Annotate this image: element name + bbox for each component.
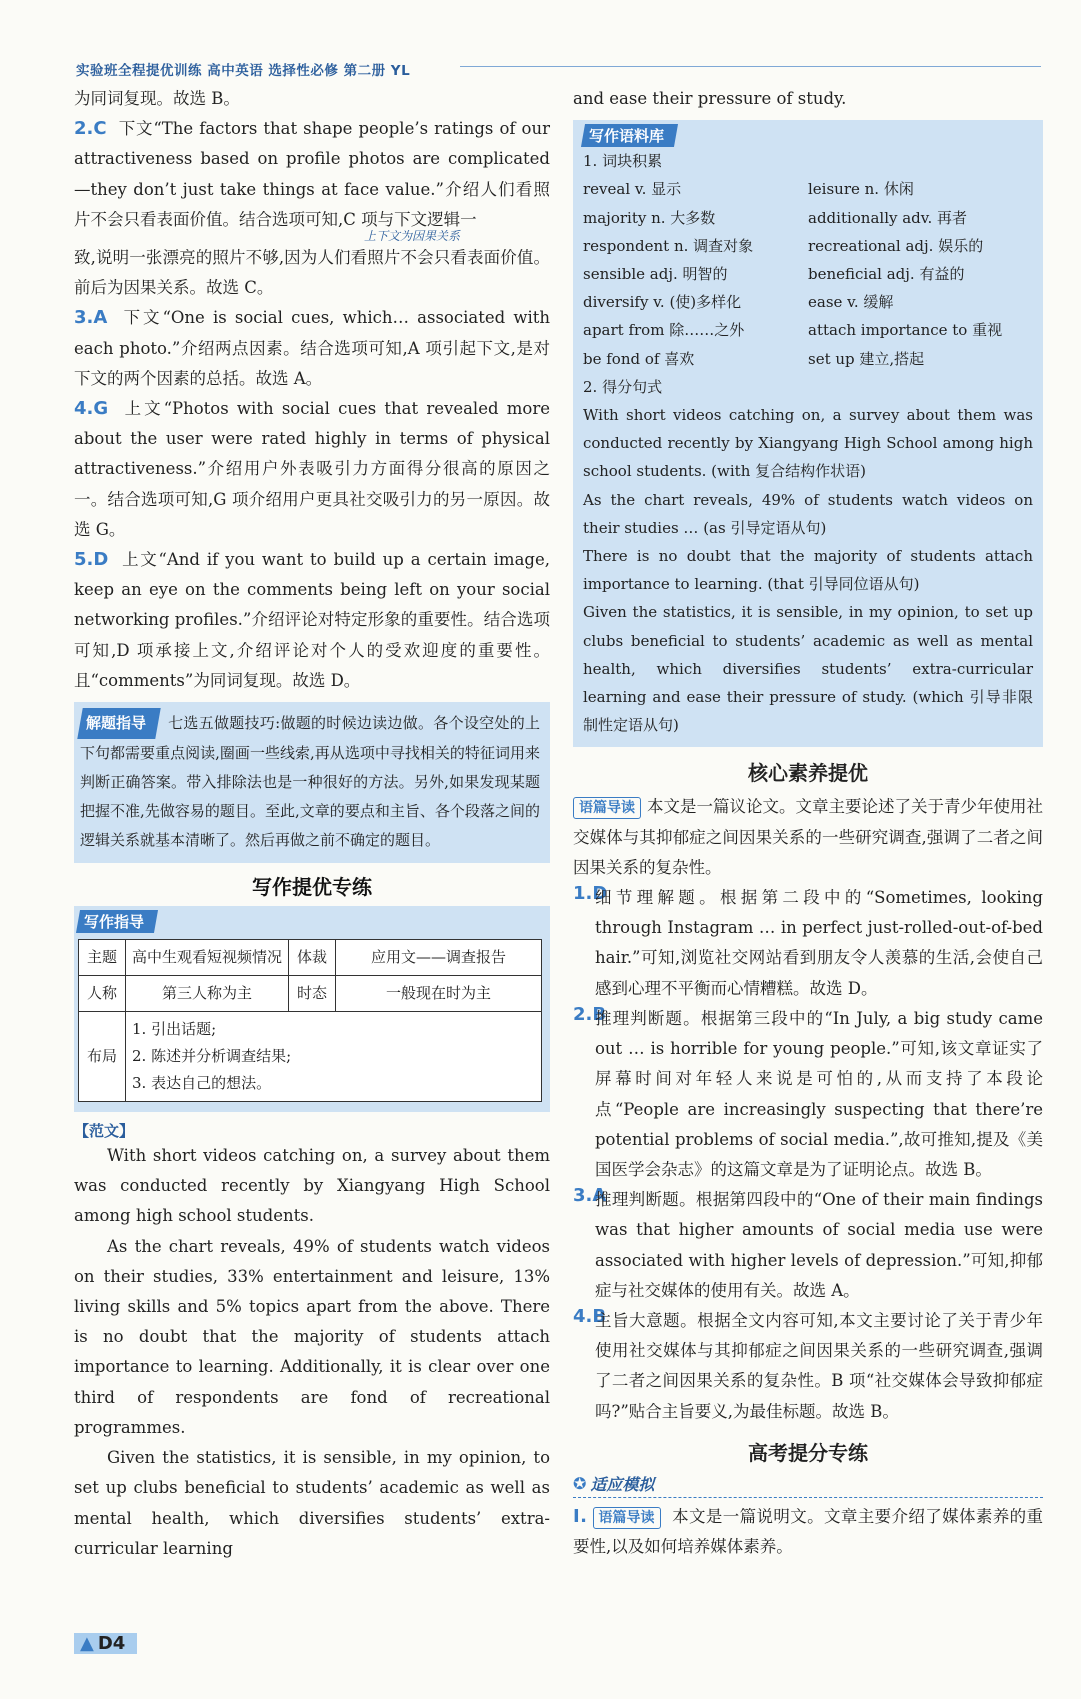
section-title-writing: 写作提优专练 xyxy=(252,875,372,900)
answer-text: 推理判断题。根据第三段中的“In July, a big study came out … is horrible for young people.”可知,该文章证实了屏幕时间对年轻人来说是可怕的,从而支持了本段论点“People are increasingly suspecting that there’re potential problems of social media.”,故可推知,提及《美国医学会杂志》的这篇文章是为了证明论点。故选 B。 xyxy=(595,1008,1043,1179)
part-number: Ⅰ. xyxy=(573,1505,587,1527)
vocab-grid xyxy=(583,175,1033,372)
vocab-item: beneficial adj. 有益的 xyxy=(808,265,965,284)
model-essay-label: 【范文】 xyxy=(74,1122,135,1141)
core-reading-tag: 语篇导读 xyxy=(573,797,641,819)
continued-line: 为同词复现。故选 B。 xyxy=(74,89,240,108)
sub-section-header xyxy=(573,1472,1043,1498)
layout-item: 2. 陈述并分析调查结果; xyxy=(132,1047,292,1066)
header-title: 实验班全程提优训练 高中英语 选择性必修 第二册 YL xyxy=(76,63,411,79)
answer-item xyxy=(573,883,1043,1004)
page-number: ▲ D4 xyxy=(74,1633,137,1654)
writing-corpus-box xyxy=(573,120,1043,747)
vocab-item: additionally adv. 再者 xyxy=(808,208,968,227)
handwritten-note: 上下文为因果关系 xyxy=(364,229,461,244)
answer-number: 4.B xyxy=(573,1305,607,1327)
sentence-item: There is no doubt that the majority of students attach importance to learning. (that 引导同位语从句) xyxy=(583,547,1033,594)
answer-text: 上文“Photos with social cues that revealed more about the user were rated highly in terms of physical attractiveness.”介绍用户外表吸引力方面得分很高的原因之一。结合选项可知,G 项介绍用户更具社交吸引力的另一原因。故选 G。 xyxy=(74,399,550,539)
header-rule xyxy=(460,66,1041,67)
table-cell: 高中生观看短视频情况 xyxy=(126,940,289,976)
sentences-title: 2. 得分句式 xyxy=(583,377,663,396)
right-column xyxy=(573,84,1043,1562)
vocab-item: respondent n. 调查对象 xyxy=(583,236,754,255)
essay-paragraph: As the chart reveals, 49% of students watch videos on their studies, 33% entertainment and leisure, 13% living skills and 5% topics apart from the above. There is no doubt that the majority of students attach importance to learning. Additionally, it is clear over one third of respondents are fond of recreational programmes. xyxy=(74,1236,550,1437)
vocab-item: be fond of 喜欢 xyxy=(583,349,695,368)
vocab-item: recreational adj. 娱乐的 xyxy=(808,236,984,255)
answer-item xyxy=(573,1306,1043,1427)
vocab-item: apart from 除……之外 xyxy=(583,321,745,340)
vocab-item: leisure n. 休闲 xyxy=(808,180,914,199)
table-cell: 体裁 xyxy=(289,940,336,976)
answer-item xyxy=(573,1185,1043,1306)
answer-item xyxy=(74,114,550,303)
lightbulb-icon: ✪ xyxy=(573,1473,587,1493)
answer-text: 上文“And if you want to build up a certain image, keep an eye on the comments being left on your social networking profiles.”介绍评论对特定形象的重要性。结合选项可知,D 项承接上文,介绍评论对个人的受欢迎度的重要性。且“comments”为同词复现。故选 D。 xyxy=(74,550,550,690)
answer-text: 下文“One is social cues, which… associated with each photo.”介绍两点因素。结合选项可知,A 项引起下文,是对下文的两个因素的总括。故选 A。 xyxy=(74,308,550,388)
answer-number: 4.G xyxy=(74,398,109,420)
table-cell: 一般现在时为主 xyxy=(336,976,542,1012)
answer-number: 3.A xyxy=(74,307,108,329)
sentence-item: As the chart reveals, 49% of students watch videos on their studies … (as 引导定语从句) xyxy=(583,490,1033,537)
gaokao-section-title: 高考提分专练 xyxy=(748,1440,868,1465)
vocab-item: set up 建立,搭起 xyxy=(808,349,925,368)
table-cell: 人称 xyxy=(79,976,126,1012)
writing-guide-table xyxy=(78,939,542,1102)
answer-text: 细节理解题。根据第二段中的“Sometimes, looking through Instagram … in perfect just-rolled-out-of-bed hair.”可知,浏览社交网站看到朋友令人羡慕的生活,会使自己感到心理不平衡而心情糟糕。故选 D。 xyxy=(595,888,1043,998)
tip-box xyxy=(74,702,550,863)
corpus-badge: 写作语料库 xyxy=(581,124,678,147)
tip-text: 七选五做题技巧:做题的时候边读边做。各个设空处的上下句都需要重点阅读,圈画一些线索,再从选项中寻找相关的特征词用来判断正确答案。带入排除法也是一种很好的方法。另外,如果发现某题把握不准,先做容易的题目。至此,文章的要点和主旨、各个段落之间的逻辑关系就基本清晰了。然后再做之前不确定的题目。 xyxy=(80,714,540,850)
answer-number: 5.D xyxy=(74,549,109,571)
vocab-item: reveal v. 显示 xyxy=(583,180,682,199)
answer-item xyxy=(74,394,550,545)
arrow-up-icon: ▲ xyxy=(80,1633,94,1654)
table-cell: 第三人称为主 xyxy=(126,976,289,1012)
answer-text: 推理判断题。根据第四段中的“One of their main findings was that higher amounts of social media use were associated with higher levels of depression.”可知,抑郁症与社交媒体的使用有关。故选 A。 xyxy=(595,1190,1043,1300)
table-cell-layout xyxy=(126,1012,542,1102)
essay-paragraph: With short videos catching on, a survey about them was conducted recently by Xiangyang High School among high school students. xyxy=(74,1146,550,1226)
answer-number: 1.D xyxy=(573,883,608,905)
vocab-item: majority n. 大多数 xyxy=(583,208,716,227)
answer-number: 2.B xyxy=(573,1003,607,1025)
vocab-item: diversify v. (使)多样化 xyxy=(583,293,742,312)
core-intro-text: 本文是一篇议论文。文章主要论述了关于青少年使用社交媒体与其抑郁症之间因果关系的一些研究调查,强调了二者之间因果关系的复杂性。 xyxy=(573,797,1043,877)
sentence-item: Given the statistics, it is sensible, in my opinion, to set up clubs beneficial to students’ academic as well as mental health, which diversifies students’ extra-curricular learning and ease their pressure of study. (which 引导非限制性定语从句) xyxy=(583,603,1033,735)
table-cell: 应用文——调查报告 xyxy=(336,940,542,976)
table-cell: 布局 xyxy=(79,1012,126,1102)
answer-text-cont: 致,说明一张漂亮的照片不够,因为人们看照片不会只看表面价值。前后为因果关系。故选 C。 xyxy=(74,248,550,298)
answer-text: 下文“The factors that shape people’s ratings of our attractiveness based on profile photos are complicated—they don’t just take things at face value.”介绍人们看照片不会只看表面价值。结合选项可知,C 项与下文逻辑一 xyxy=(74,119,550,229)
guide-badge: 写作指导 xyxy=(76,910,158,933)
answer-number: 3.A xyxy=(573,1185,607,1207)
essay-paragraph: Given the statistics, it is sensible, in my opinion, to set up clubs beneficial to students’ academic as well as mental health, which diversifies students’ extra-curricular learning xyxy=(74,1448,550,1558)
answer-number: 2.C xyxy=(74,118,107,140)
sub-section-title: 适应模拟 xyxy=(590,1474,655,1494)
vocab-title: 1. 词块积累 xyxy=(583,152,663,171)
left-column xyxy=(74,84,550,1564)
answer-item xyxy=(74,303,550,394)
table-cell: 时态 xyxy=(289,976,336,1012)
writing-guide-box xyxy=(74,906,550,1112)
vocab-item: sensible adj. 明智的 xyxy=(583,265,728,284)
layout-item: 1. 引出话题; xyxy=(132,1020,217,1039)
answer-item xyxy=(74,545,550,696)
sentence-item: With short videos catching on, a survey about them was conducted recently by Xiangyang High School among high school students. (with 复合结构作状语) xyxy=(583,406,1033,481)
vocab-item: ease v. 缓解 xyxy=(808,293,894,312)
answer-text: 主旨大意题。根据全文内容可知,本文主要讨论了关于青少年使用社交媒体与其抑郁症之间因果关系的一些研究调查,强调了二者之间因果关系的复杂性。B 项“社交媒体会导致抑郁症吗?”贴合主旨要义,为最佳标题。故选 B。 xyxy=(595,1310,1043,1421)
essay-end: and ease their pressure of study. xyxy=(573,89,847,108)
part-intro-text: 本文是一篇说明文。文章主要介绍了媒体素养的重要性,以及如何培养媒体素养。 xyxy=(573,1506,1044,1556)
part-reading-tag: 语篇导读 xyxy=(593,1507,661,1529)
core-section-title: 核心素养提优 xyxy=(748,761,868,786)
answer-item xyxy=(573,1004,1043,1185)
table-cell: 主题 xyxy=(79,940,126,976)
vocab-item: attach importance to 重视 xyxy=(808,321,1003,340)
tip-badge: 解题指导 xyxy=(77,708,160,739)
layout-item: 3. 表达自己的想法。 xyxy=(132,1074,272,1093)
